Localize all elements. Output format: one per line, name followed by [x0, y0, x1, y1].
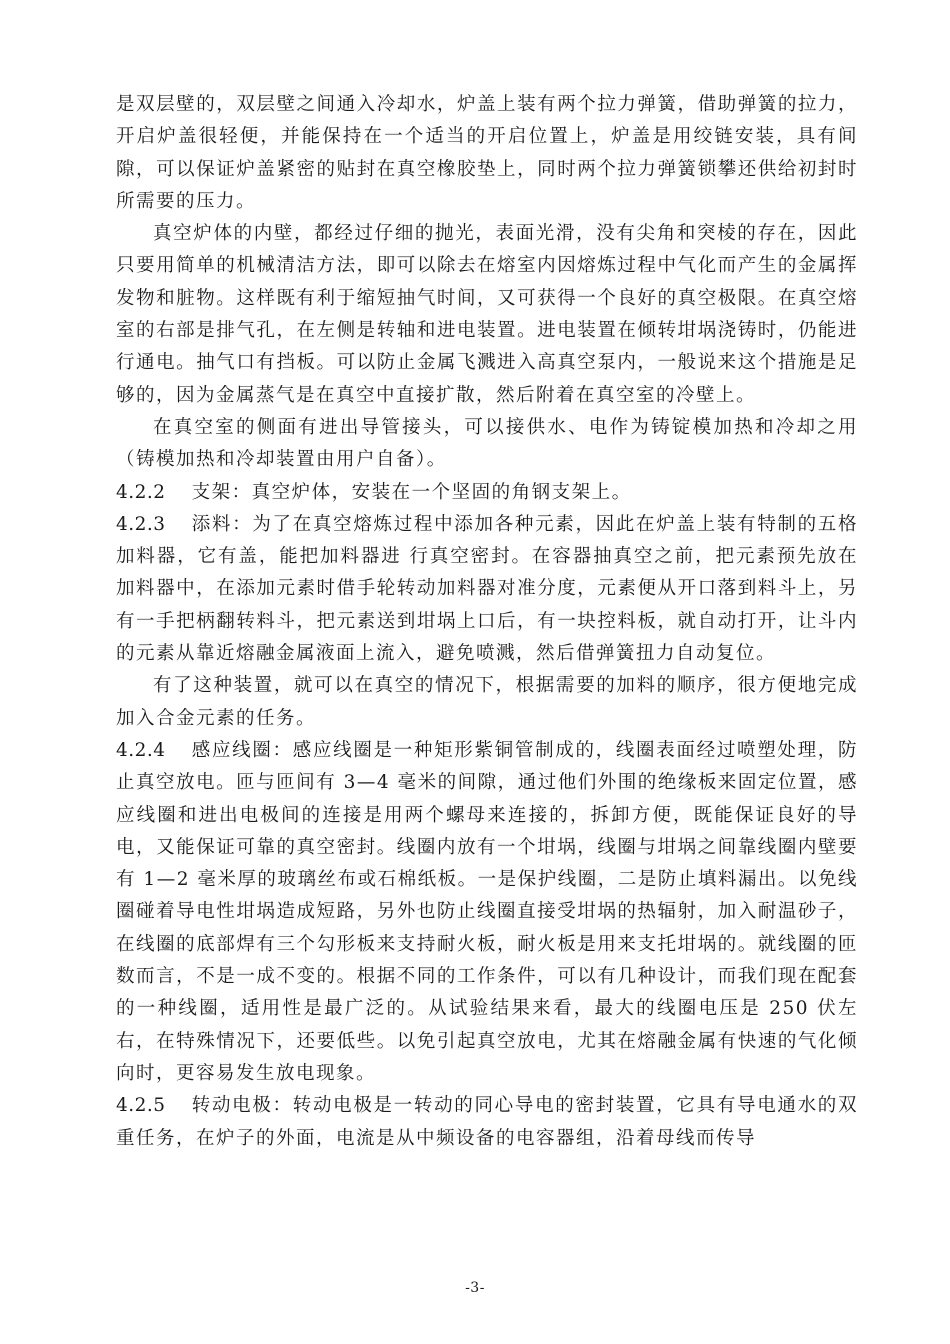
section-text: 支架：真空炉体，安装在一个坚固的角钢支架上。 [191, 481, 632, 503]
section-4-2-5 [116, 1090, 858, 1155]
section-4-2-3 [116, 509, 858, 670]
paragraph-continuation: 是双层壁的，双层壁之间通入冷却水，炉盖上装有两个拉力弹簧，借助弹簧的拉力，开启炉盖很轻便，并能保持在一个适当的开启位置上，炉盖是用绞链安装，具有间隙，可以保证炉盖紧密的贴封在真空橡胶垫上，同时两个拉力弹簧锁攀还供给初封时所需要的压力。 [116, 94, 858, 212]
paragraph-furnace-inner-wall: 真空炉体的内壁，都经过仔细的抛光，表面光滑，没有尖角和突棱的存在，因此只要用简单的机械清洁方法，即可以除去在熔室内因熔炼过程中气化而产生的金属挥发物和脏物。这样既有利于缩短抽气时间，又可获得一个良好的真空极限。在真空熔室的右部是排气孔，在左侧是转轴和进电装置。进电装置在倾转坩埚浇铸时，仍能进行通电。抽气口有挡板。可以防止金属飞溅进入高真空泵内，一般说来这个措施是足够的，因为金属蒸气是在真空中直接扩散，然后附着在真空室的冷壁上。 [116, 223, 858, 406]
paragraph-feeder-benefit: 有了这种装置，就可以在真空的情况下，根据需要的加料的顺序，很方便地完成加入合金元素的任务。 [116, 675, 858, 729]
page-number: -3- [465, 1280, 485, 1296]
section-text: 添料：为了在真空熔炼过程中添加各种元素，因此在炉盖上装有特制的五格加料器，它有盖，能把加料器进 行真空密封。在容器抽真空之前，把元素预先放在加料器中，在添加元素时借手轮转动加料器对准分度，元素便从开口落到料斗上，另有一手把柄翻转料斗，把元素送到坩埚上口后，有一块控料板，就自动打开，让斗内的元素从靠近熔融金属液面上流入，避免喷溅，然后借弹簧扭力自动复位。 [116, 513, 858, 665]
section-number: 4.2.4 [116, 739, 166, 761]
section-number: 4.2.5 [116, 1095, 166, 1117]
section-number: 4.2.3 [116, 513, 166, 535]
section-text: 感应线圈：感应线圈是一种矩形紫铜管制成的，线圈表面经过喷塑处理，防止真空放电。匝与匝间有 3—4 毫米的间隙，通过他们外围的绝缘板来固定位置，感应线圈和进出电极间的连接是用两个螺母来连接的，拆卸方便，既能保证良好的导电，又能保证可靠的真空密封。线圈内放有一个坩埚，线圈与坩埚之间靠线圈内壁要有 1—2 毫米厚的玻璃丝布或石棉纸板。一是保护线圈，二是防止填料漏出。以免线圈碰着导电性坩埚造成短路，另外也防止线圈直接受坩埚的热辐射，加入耐温砂子，在线圈的底部焊有三个勾形板来支持耐火板，耐火板是用来支托坩埚的。就线圈的匝数而言，不是一成不变的。根据不同的工作条件，可以有几种设计，而我们现在配套的一种线圈，适用性是最广泛的。从试验结果来看，最大的线圈电压是 250 伏左右，在特殊情况下，还要低些。以免引起真空放电，尤其在熔融金属有快速的气化倾向时，更容易发生放电现象。 [116, 739, 858, 1084]
section-text: 转动电极：转动电极是一转动的同心导电的密封装置，它具有导电通水的双重任务，在炉子的外面，电流是从中频设备的电容器组，沿着母线而传导 [116, 1095, 858, 1149]
section-4-2-2 [116, 477, 858, 509]
section-number: 4.2.2 [116, 481, 166, 503]
paragraph-side-pipe-connectors: 在真空室的侧面有进出导管接头，可以接供水、电作为铸锭模加热和冷却之用（铸模加热和冷却装置由用户自备）。 [116, 416, 858, 471]
document-body [116, 89, 858, 1155]
section-4-2-4 [116, 735, 858, 1090]
